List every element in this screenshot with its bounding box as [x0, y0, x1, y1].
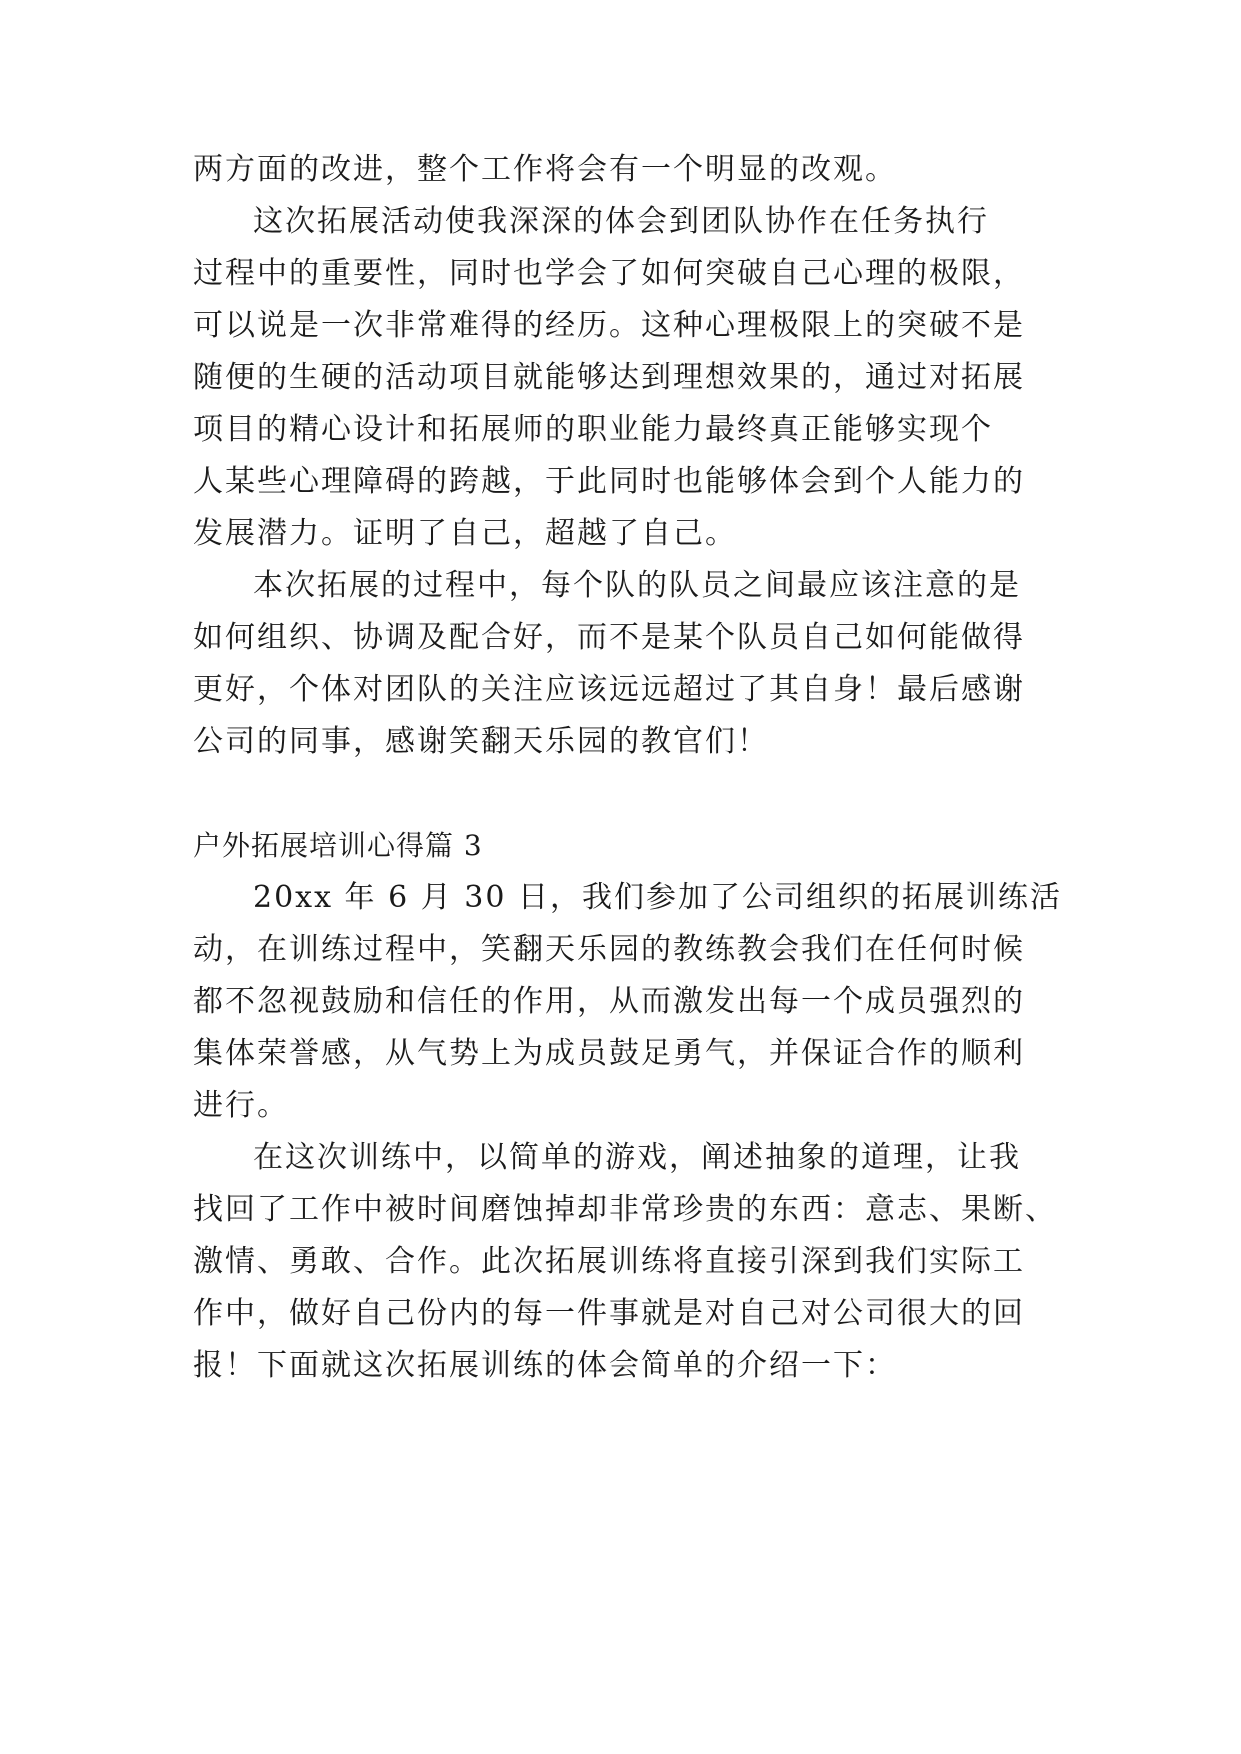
paragraph-line: 集体荣誉感，从气势上为成员鼓足勇气，并保证合作的顺利: [193, 1036, 1025, 1071]
paragraph-line: 更好，个体对团队的关注应该远远超过了其自身！最后感谢: [193, 672, 1025, 707]
paragraph-line: 两方面的改进，整个工作将会有一个明显的改观。: [193, 152, 897, 187]
paragraph-line: 20xx 年 6 月 30 日，我们参加了公司组织的拓展训练活: [253, 880, 1062, 915]
paragraph-line: 随便的生硬的活动项目就能够达到理想效果的，通过对拓展: [193, 360, 1025, 395]
paragraph-line: 本次拓展的过程中，每个队的队员之间最应该注意的是: [253, 568, 1021, 603]
paragraph-line: 项目的精心设计和拓展师的职业能力最终真正能够实现个: [193, 412, 993, 447]
paragraph-line: 公司的同事，感谢笑翻天乐园的教官们！: [193, 724, 769, 759]
paragraph-line: 进行。: [193, 1088, 289, 1123]
paragraph-line: 找回了工作中被时间磨蚀掉却非常珍贵的东西：意志、果断、: [193, 1192, 1057, 1227]
paragraph-line: 人某些心理障碍的跨越，于此同时也能够体会到个人能力的: [193, 464, 1025, 499]
paragraph-line: 这次拓展活动使我深深的体会到团队协作在任务执行: [253, 204, 989, 239]
paragraph-line: 都不忽视鼓励和信任的作用，从而激发出每一个成员强烈的: [193, 984, 1025, 1019]
paragraph-line: 动，在训练过程中，笑翻天乐园的教练教会我们在任何时候: [193, 932, 1025, 967]
paragraph-line: 在这次训练中，以简单的游戏，阐述抽象的道理，让我: [253, 1140, 1021, 1175]
paragraph-line: 过程中的重要性，同时也学会了如何突破自己心理的极限，: [193, 256, 1025, 291]
paragraph-line: 报！下面就这次拓展训练的体会简单的介绍一下：: [193, 1348, 897, 1383]
paragraph-line: 可以说是一次非常难得的经历。这种心理极限上的突破不是: [193, 308, 1025, 343]
section-heading: 户外拓展培训心得篇 3: [193, 829, 483, 862]
paragraph-line: 激情、勇敢、合作。此次拓展训练将直接引深到我们实际工: [193, 1244, 1025, 1279]
paragraph-line: 发展潜力。证明了自己，超越了自己。: [193, 516, 737, 551]
paragraph-line: 如何组织、协调及配合好，而不是某个队员自己如何能做得: [193, 620, 1025, 655]
paragraph-line: 作中，做好自己份内的每一件事就是对自己对公司很大的回: [193, 1296, 1025, 1331]
